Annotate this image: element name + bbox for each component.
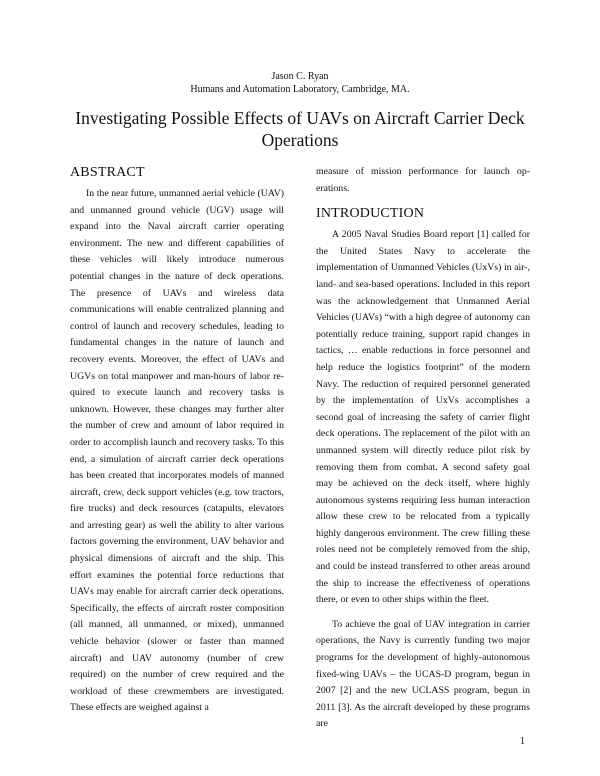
author-affiliation: Humans and Automation Laboratory, Cambridge, MA.: [190, 84, 410, 95]
abstract-text: In the near future, unmanned aerial vehicle (UAV) and unmanned ground vehicle (UGV) usage will expand into the Naval aircraft carrier operating environment. The new and different capabilities of these vehicles will likely introduce numerous potential changes in the nature of deck operations. The presence of UAVs and wireless data communications will enable centralized planning and control of launch and recovery schedules, leading to fundamental changes in the nature of launch and recovery events. Moreover, the effect of UAVs and UGVs on total manpower and man-hours of labor required to execute launch and recovery tasks is unknown. However, these changes may further alter the number of crew and amount of labor required in order to accomplish launch and recovery tasks. To this end, a simulation of aircraft carrier deck operations has been created that incorporates models of manned aircraft, crew, deck support vehicles (e.g. tow tractors, fire trucks) and deck resources (catapults, elevators and arresting gear) as well the ability to alter various factors governing the environment, UAV behavior and physical dimensions of aircraft and the ship. This effort examines the potential force reductions that UAVs may enable for aircraft carrier deck operations. Specifically, the effects of aircraft roster composition (all manned, all unmanned, or mixed), unmanned vehicle behavior (slower or faster than manned aircraft) and UAV autonomy (number of crew required) on the number of crew required and the workload of these crewmembers are investigated. These effects are weighed against a: [70, 188, 284, 714]
introduction-paragraph-2: To achieve the goal of UAV integration in carrier operations, the Navy is currently funding two major programs for the development of highly-autonomous fixed-wing UAVs – the UCAS-D program, begun in 2007 [2] and the new UCLASS program, begun in 2011 [3]. As the aircraft developed by these programs are: [316, 618, 530, 730]
abstract-continued-text: measure of mission performance for launch operations.: [316, 166, 530, 194]
left-column: [70, 164, 284, 717]
page-number: 1: [520, 736, 525, 747]
introduction-heading: INTRODUCTION: [316, 206, 425, 222]
author-name: Jason C. Ryan: [271, 71, 329, 82]
paper-title: Investigating Possible Effects of UAVs on Aircraft Carrier Deck Operations: [75, 108, 525, 150]
author-block: [0, 70, 600, 96]
introduction-paragraph-1: A 2005 Naval Studies Board report [1] called for the United States Navy to accelerate the implementation of Unmanned Vehicles (UxVs) in air-, land- and sea-based operations. Included in this report was the acknowledgement that Unmanned Aerial Vehicles (UAVs) “with a high degree of autonomy can potentially reduce training, support rapid changes in tactics, … enable reductions in force personnel and help reduce the logistics footprint” of the modern Navy. The reduction of required personnel generated by the implementation of UxVs accomplishes a second goal of increasing the safety of carrier flight deck operations. The replacement of the pilot with an unmanned system will directly reduce pilot risk by removing them from combat. A second safety goal may be achieved on the deck itself, where highly autonomous systems requiring less human interaction allow these crew to be relocated from a typically highly dangerous environment. The crew filling these roles need not be completely removed from the ship, and could be instead transferred to other areas around the ship to increase the effectiveness of operations there, or even to other ships within the fleet.: [316, 229, 530, 606]
abstract-heading: ABSTRACT: [70, 165, 145, 180]
right-column: [316, 164, 530, 733]
